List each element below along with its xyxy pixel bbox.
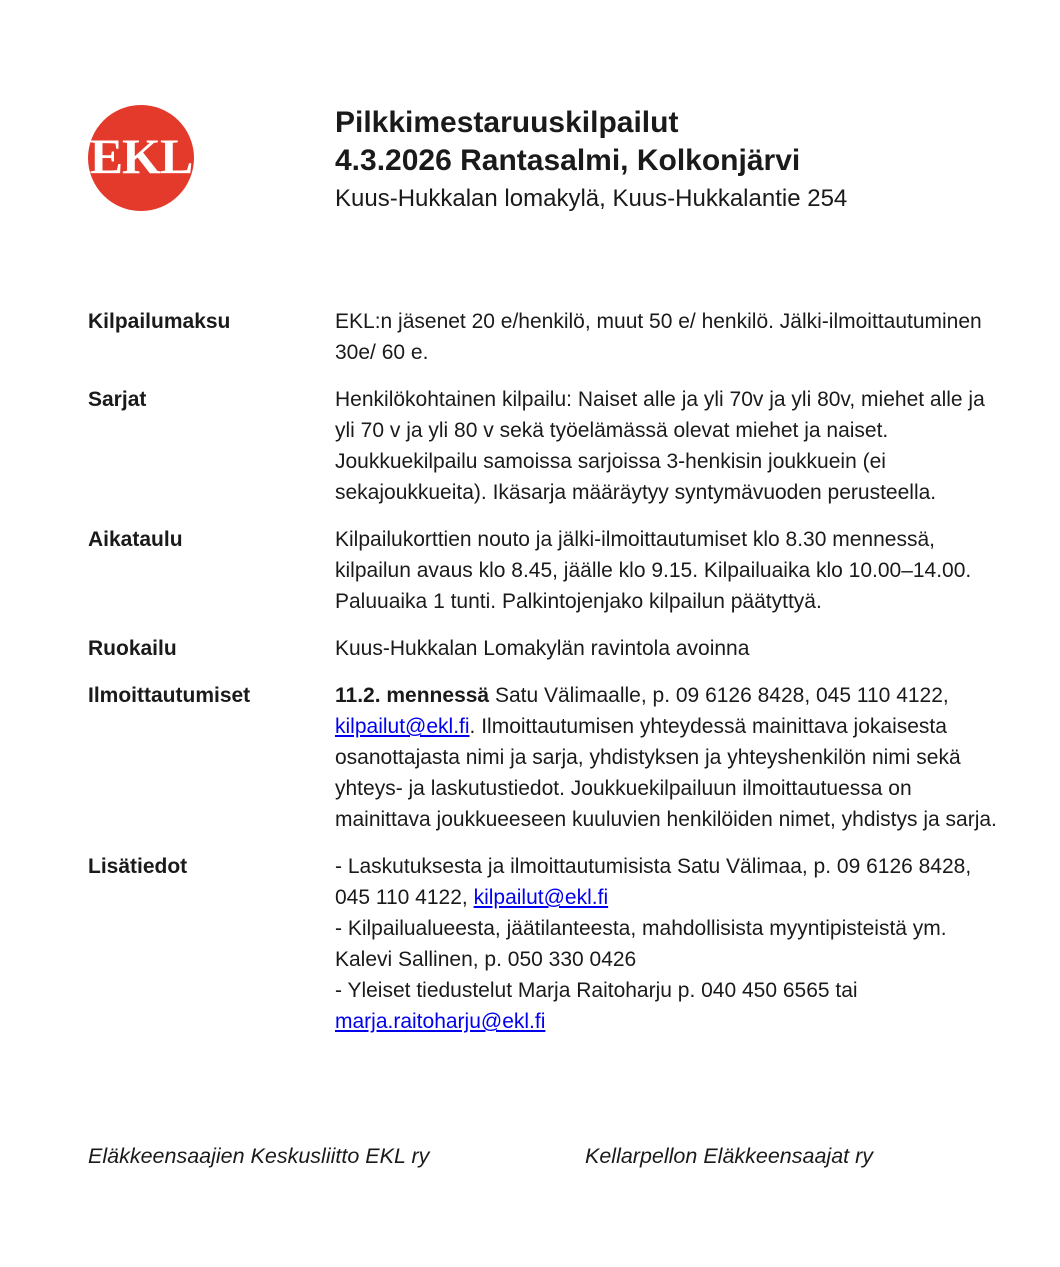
section-lisatiedot <box>88 851 1000 1037</box>
section-paragraph: Kuus-Hukkalan Lomakylän ravintola avoinna <box>335 637 750 660</box>
section-content <box>335 524 998 617</box>
section-content <box>335 306 998 368</box>
section-content <box>335 633 998 664</box>
info-item-billing <box>335 851 998 913</box>
registration-details-text: . Ilmoittautumisen yhteydessä mainittava jokaisesta osanottajasta nimi ja sarja, yhdistyksen ja yhteyshenkilön nimi sekä yhteys- ja laskutustiedot. Joukkuekilpailuun ilmoittautuessa on mainittava joukkueeseen kuuluvien henkilöiden nimet, yhdistys ja sarja. <box>335 715 997 831</box>
section-label: Sarjat <box>88 388 147 411</box>
section-label: Kilpailumaksu <box>88 310 231 333</box>
email-link-kilpailut[interactable]: kilpailut@ekl.fi <box>335 715 470 738</box>
section-label: Lisätiedot <box>88 855 188 878</box>
billing-contact-text: - Laskutuksesta ja ilmoittautumisista Satu Välimaa, p. 09 6126 8428, 045 110 4122, <box>335 855 972 909</box>
title-line-2: 4.3.2026 Rantasalmi, Kolkonjärvi <box>335 144 801 177</box>
footer <box>0 1143 1060 1173</box>
title-subtitle: Kuus-Hukkalan lomakylä, Kuus-Hukkalantie 254 <box>335 185 848 212</box>
footer-organization-left: Eläkkeensaajien Keskusliitto EKL ry <box>88 1144 430 1168</box>
section-paragraph: Henkilökohtainen kilpailu: Naiset alle ja yli 70v ja yli 80v, miehet alle ja yli 70 v ja yli 80 v sekä työelämässä olevat miehet ja naiset. Joukkuekilpailu samoissa sarjoissa 3-henkisin joukkuein (ei sekajoukkueita). Ikäsarja määräytyy syntymävuoden perusteella. <box>335 388 985 504</box>
section-paragraph: Kilpailukorttien nouto ja jälki-ilmoittautumiset klo 8.30 mennessä, kilpailun avaus klo 8.45, jäälle klo 9.15. Kilpailuaika klo 10.00–14.00. Paluuaika 1 tunti. Palkintojenjako kilpailun päätyttyä. <box>335 528 972 613</box>
info-item-competition-area: - Kilpailualueesta, jäätilanteesta, mahdollisista myyntipisteistä ym. Kalevi Sallinen, p. 050 330 0426 <box>335 917 947 971</box>
title-line-1: Pilkkimestaruuskilpailut <box>335 106 679 139</box>
info-item-general <box>335 975 998 1037</box>
sections-list <box>88 306 1000 1053</box>
general-contact-text: - Yleiset tiedustelut Marja Raitoharju p. 040 450 6565 tai <box>335 979 858 1002</box>
section-paragraph: EKL:n jäsenet 20 e/henkilö, muut 50 e/ henkilö. Jälki-ilmoittautuminen 30e/ 60 e. <box>335 310 982 364</box>
section-paragraph <box>335 680 998 835</box>
footer-organization-right: Kellarpellon Eläkkeensaajat ry <box>585 1144 874 1168</box>
email-link-marja[interactable]: marja.raitoharju@ekl.fi <box>335 1010 546 1033</box>
section-aikataulu <box>88 524 1000 617</box>
section-label: Ilmoittautumiset <box>88 684 251 707</box>
section-content <box>335 851 998 1037</box>
section-ruokailu <box>88 633 1000 664</box>
section-content <box>335 680 998 835</box>
contact-text: Satu Välimaalle, p. 09 6126 8428, 045 110 4122, <box>489 684 949 707</box>
ekl-logo-text: EKL <box>89 128 193 184</box>
section-label: Aikataulu <box>88 528 183 551</box>
section-ilmoittautumiset <box>88 680 1000 835</box>
section-content <box>335 384 998 508</box>
section-kilpailumaksu <box>88 306 1000 368</box>
email-link-kilpailut-2[interactable]: kilpailut@ekl.fi <box>473 886 609 909</box>
deadline-text: 11.2. mennessä <box>335 684 490 707</box>
section-label: Ruokailu <box>88 637 177 660</box>
ekl-logo-icon <box>88 105 194 211</box>
document-header <box>335 104 995 216</box>
section-sarjat <box>88 384 1000 508</box>
